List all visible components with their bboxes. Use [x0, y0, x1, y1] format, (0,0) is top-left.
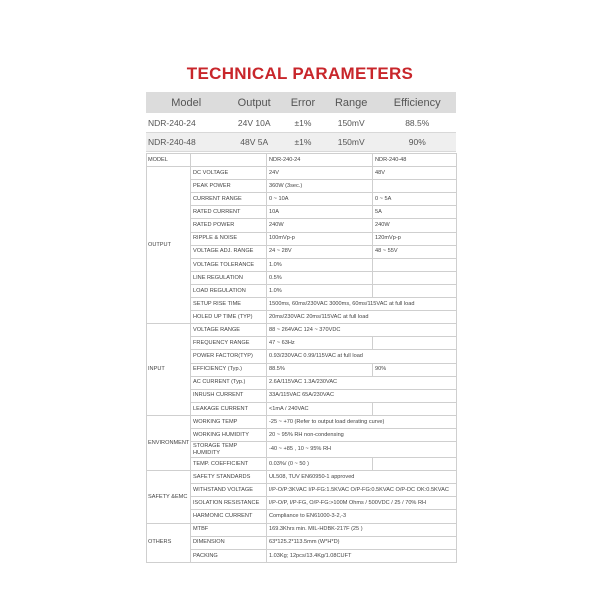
- spec-param-label: HOLED UP TIME (TYP): [191, 311, 267, 324]
- spec-value-b: [373, 271, 457, 284]
- spec-value: Compliance to EN61000-3-2,-3: [267, 510, 457, 523]
- spec-row: [147, 271, 457, 284]
- spec-param-label: AC CURRENT (Typ.): [191, 376, 267, 389]
- spec-value: 20ms/230VAC 20ms/115VAC at full load: [267, 311, 457, 324]
- spec-param-label: EFFICIENCY (Typ.): [191, 363, 267, 376]
- summary-header: Output: [226, 92, 282, 114]
- spec-value: 169.3Khrs min. MIL-HDBK-217F (25 ): [267, 523, 457, 536]
- spec-value-b: [373, 402, 457, 415]
- spec-row: [147, 245, 457, 258]
- summary-cell: 150mV: [324, 133, 379, 152]
- spec-row: [147, 363, 457, 376]
- spec-row: [147, 536, 457, 549]
- spec-param-label: RIPPLE & NOISE: [191, 232, 267, 245]
- summary-header: Range: [324, 92, 379, 114]
- spec-value-b: 240W: [373, 219, 457, 232]
- spec-value-a: 240W: [267, 219, 373, 232]
- spec-param-label: FREQUENCY RANGE: [191, 337, 267, 350]
- spec-value-a: 360W (3sec.): [267, 180, 373, 193]
- spec-value-b: [373, 284, 457, 297]
- spec-value: I/P-O/P, I/P-FG, O/P-FG:>100M Ohms / 500VDC / 25 / 70% RH: [267, 497, 457, 510]
- spec-row: [147, 180, 457, 193]
- spec-value: I/P-O/P:3KVAC I/P-FG:1.5KVAC O/P-FG:0.5KVAC O/P-DC OK:0.5KVAC: [267, 484, 457, 497]
- spec-param-label: WORKING TEMP: [191, 415, 267, 428]
- spec-model-a: NDR-240-24: [267, 154, 373, 167]
- spec-value-b: 48 ~ 55V: [373, 245, 457, 258]
- spec-row: [147, 206, 457, 219]
- spec-row: [147, 298, 457, 311]
- spec-param-label: PEAK POWER: [191, 180, 267, 193]
- spec-empty-cell: [191, 154, 267, 167]
- spec-row: [147, 167, 457, 180]
- spec-row: [147, 193, 457, 206]
- spec-value-a: 24V: [267, 167, 373, 180]
- spec-param-label: ISOLATION RESISTANCE: [191, 497, 267, 510]
- summary-cell: ±1%: [282, 114, 324, 133]
- spec-param-label: LEAKAGE CURRENT: [191, 402, 267, 415]
- spec-param-label: DC VOLTAGE: [191, 167, 267, 180]
- summary-cell: NDR-240-24: [146, 114, 226, 133]
- spec-param-label: CURRENT RANGE: [191, 193, 267, 206]
- spec-value-b: [373, 458, 457, 471]
- spec-value-a: 1.0%: [267, 258, 373, 271]
- summary-table: [146, 92, 456, 152]
- spec-value: 20 ~ 95% RH non-condensing: [267, 428, 457, 441]
- spec-value-a: 1.0%: [267, 284, 373, 297]
- summary-cell: ±1%: [282, 133, 324, 152]
- spec-param-label: SAFETY STANDARDS: [191, 471, 267, 484]
- summary-cell: 48V 5A: [226, 133, 282, 152]
- summary-row: [146, 133, 456, 152]
- summary-cell: 88.5%: [378, 114, 456, 133]
- spec-param-label: VOLTAGE ADJ. RANGE: [191, 245, 267, 258]
- spec-value-b: [373, 180, 457, 193]
- spec-row: [147, 389, 457, 402]
- spec-value-b: 0 ~ 5A: [373, 193, 457, 206]
- spec-row: [147, 428, 457, 441]
- spec-model-row: [147, 154, 457, 167]
- summary-cell: 90%: [378, 133, 456, 152]
- spec-value: 1.03Kg; 12pcs/13.4Kg/1.08CUFT: [267, 549, 457, 562]
- spec-group-label: MODEL: [147, 154, 191, 167]
- spec-row: [147, 337, 457, 350]
- spec-param-label: VOLTAGE RANGE: [191, 324, 267, 337]
- spec-row: [147, 442, 457, 458]
- spec-value: -25 ~ +70 (Refer to output load derating curve): [267, 415, 457, 428]
- spec-value: 63*125.2*113.5mm (W*H*D): [267, 536, 457, 549]
- spec-group-label: OUTPUT: [147, 167, 191, 324]
- spec-row: [147, 402, 457, 415]
- spec-param-label: WITHSTAND VOLTAGE: [191, 484, 267, 497]
- spec-row: [147, 258, 457, 271]
- spec-row: [147, 350, 457, 363]
- spec-value-a: <1mA / 240VAC: [267, 402, 373, 415]
- spec-group-label: SAFETY &EMC: [147, 471, 191, 523]
- spec-row: [147, 376, 457, 389]
- spec-value-a: 10A: [267, 206, 373, 219]
- spec-group-label: INPUT: [147, 324, 191, 416]
- page-title: TECHNICAL PARAMETERS: [186, 64, 414, 83]
- spec-value: 88 ~ 264VAC 124 ~ 370VDC: [267, 324, 457, 337]
- spec-param-label: HARMONIC CURRENT: [191, 510, 267, 523]
- spec-param-label: RATED POWER: [191, 219, 267, 232]
- spec-param-label: SETUP RISE TIME: [191, 298, 267, 311]
- spec-model-b: NDR-240-48: [373, 154, 457, 167]
- spec-value: 0.93/230VAC 0.99/115VAC at full load: [267, 350, 457, 363]
- spec-row: [147, 284, 457, 297]
- spec-row: [147, 311, 457, 324]
- spec-value-a: 47 ~ 63Hz: [267, 337, 373, 350]
- summary-row: [146, 114, 456, 133]
- spec-value-a: 88.5%: [267, 363, 373, 376]
- spec-value-a: 24 ~ 28V: [267, 245, 373, 258]
- spec-row: [147, 523, 457, 536]
- spec-param-label: INRUSH CURRENT: [191, 389, 267, 402]
- summary-cell: 150mV: [324, 114, 379, 133]
- spec-value-b: [373, 337, 457, 350]
- spec-param-label: VOLTAGE TOLERANCE: [191, 258, 267, 271]
- spec-row: [147, 497, 457, 510]
- spec-param-label: RATED CURRENT: [191, 206, 267, 219]
- spec-value-b: 5A: [373, 206, 457, 219]
- spec-param-label: MTBF: [191, 523, 267, 536]
- spec-group-label: ENVIRONMENT: [147, 415, 191, 470]
- spec-value-b: [373, 258, 457, 271]
- spec-param-label: TEMP. COEFFICIENT: [191, 458, 267, 471]
- spec-value-a: 0 ~ 10A: [267, 193, 373, 206]
- spec-row: [147, 510, 457, 523]
- spec-row: [147, 324, 457, 337]
- summary-header: Efficiency: [378, 92, 456, 114]
- spec-value: 1500ms, 60ms/230VAC 3000ms, 60ms/115VAC at full load: [267, 298, 457, 311]
- spec-row: [147, 484, 457, 497]
- spec-table: [146, 153, 457, 563]
- spec-row: [147, 232, 457, 245]
- spec-param-label: STORAGE TEMP HUMIDITY: [191, 442, 267, 458]
- spec-group-label: OTHERS: [147, 523, 191, 562]
- spec-param-label: PACKING: [191, 549, 267, 562]
- spec-value: -40 ~ +85 , 10 ~ 95% RH: [267, 442, 457, 458]
- spec-param-label: LOAD REGULATION: [191, 284, 267, 297]
- spec-param-label: DIMENSION: [191, 536, 267, 549]
- spec-value: 33A/115VAC 65A/230VAC: [267, 389, 457, 402]
- spec-param-label: POWER FACTOR(TYP): [191, 350, 267, 363]
- spec-value: 2.6A/115VAC 1.3A/230VAC: [267, 376, 457, 389]
- spec-param-label: WORKING HUMIDITY: [191, 428, 267, 441]
- spec-value-a: 0.5%: [267, 271, 373, 284]
- summary-cell: NDR-240-48: [146, 133, 226, 152]
- spec-value-b: 120mVp-p: [373, 232, 457, 245]
- spec-row: [147, 471, 457, 484]
- summary-header: Error: [282, 92, 324, 114]
- spec-value-b: 48V: [373, 167, 457, 180]
- spec-row: [147, 415, 457, 428]
- summary-header: Model: [146, 92, 226, 114]
- spec-value-a: 100mVp-p: [267, 232, 373, 245]
- spec-value-b: 90%: [373, 363, 457, 376]
- spec-row: [147, 549, 457, 562]
- spec-value: UL508, TUV EN60950-1 approved: [267, 471, 457, 484]
- spec-value-a: 0.03%/ (0 ~ 50 ): [267, 458, 373, 471]
- spec-row: [147, 458, 457, 471]
- spec-param-label: LINE REGULATION: [191, 271, 267, 284]
- spec-row: [147, 219, 457, 232]
- summary-cell: 24V 10A: [226, 114, 282, 133]
